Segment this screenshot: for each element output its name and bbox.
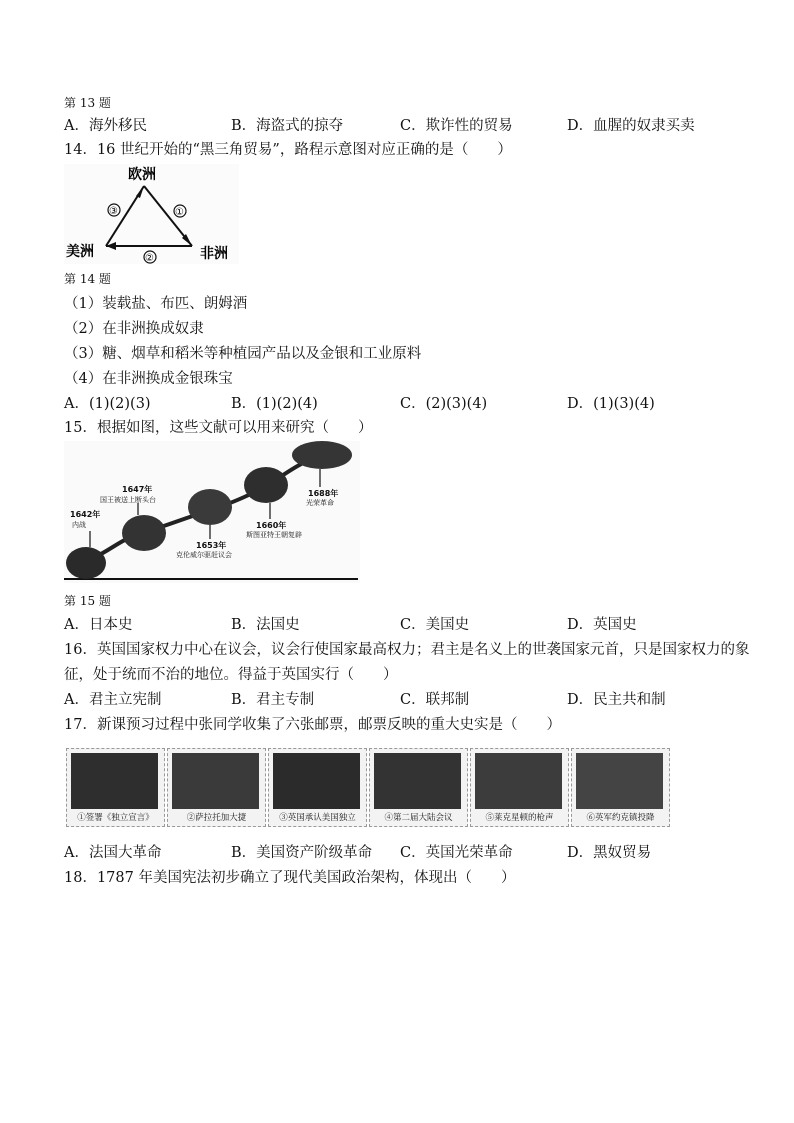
node-africa: 非洲 bbox=[200, 246, 228, 262]
edge-label-1: ① bbox=[175, 207, 184, 218]
stamps-figure bbox=[66, 748, 670, 828]
q17-option-b: B．美国资产阶级革命 bbox=[231, 845, 373, 861]
event-1647-text: 国王被送上断头台 bbox=[100, 496, 156, 504]
stamp-5 bbox=[470, 748, 569, 827]
q13-option-c: C．欺诈性的贸易 bbox=[400, 118, 513, 134]
q13-option-b: B．海盗式的掠夺 bbox=[231, 118, 344, 134]
event-1642-text: 内战 bbox=[72, 521, 86, 529]
stamp-3-label: ③英国承认美国独立 bbox=[279, 813, 356, 823]
q16-option-a: A．君主立宪制 bbox=[64, 692, 162, 708]
q17-stem: 17．新课预习过程中张同学收集了六张邮票，邮票反映的重大史实是（ ） bbox=[64, 717, 561, 733]
edge-label-2: ② bbox=[145, 253, 154, 264]
q13-option-d: D．血腥的奴隶买卖 bbox=[567, 118, 695, 134]
event-1688-text: 光荣革命 bbox=[306, 499, 334, 507]
q17-option-c: C．英国光荣革命 bbox=[400, 845, 513, 861]
q15-stem: 15．根据如图，这些文献可以用来研究（ ） bbox=[64, 420, 373, 436]
event-1653-year: 1653年 bbox=[196, 541, 227, 550]
stamp-1-image bbox=[71, 753, 158, 809]
stamp-1 bbox=[66, 748, 165, 827]
stamp-6 bbox=[571, 748, 670, 827]
q15-option-d: D．英国史 bbox=[567, 617, 637, 633]
q15-option-b: B．法国史 bbox=[231, 617, 300, 633]
q16-stem-line2: 征，处于统而不治的地位。得益于英国实行（ ） bbox=[64, 667, 398, 683]
stamp-4-label: ④第二届大陆会议 bbox=[384, 813, 453, 823]
q16-option-c: C．联邦制 bbox=[400, 692, 470, 708]
stamp-2 bbox=[167, 748, 266, 827]
stamp-1-label: ①签署《独立宣言》 bbox=[77, 813, 154, 823]
q14-option-a: A．(1)(2)(3) bbox=[64, 396, 151, 412]
event-1642-year: 1642年 bbox=[70, 510, 101, 519]
node-americas: 美洲 bbox=[66, 244, 94, 260]
q14-stem: 14．16 世纪开始的“黑三角贸易”，路程示意图对应正确的是（ ） bbox=[64, 142, 512, 158]
triangle-trade-diagram bbox=[64, 164, 239, 264]
stamp-6-image bbox=[576, 753, 663, 809]
node-europe: 欧洲 bbox=[128, 167, 156, 183]
english-revolution-timeline bbox=[64, 441, 360, 583]
q13-option-a: A．海外移民 bbox=[64, 118, 147, 134]
q14-item-3: （3）糖、烟草和稻米等种植园产品以及金银和工业原料 bbox=[64, 346, 422, 362]
event-1653-text: 克伦威尔驱赶议会 bbox=[176, 551, 232, 559]
stamp-6-label: ⑥英军约克镇投降 bbox=[586, 813, 655, 823]
event-1647-year: 1647年 bbox=[122, 485, 153, 494]
q14-option-c: C．(2)(3)(4) bbox=[400, 396, 488, 412]
event-1688-year: 1688年 bbox=[308, 489, 339, 498]
q17-option-d: D．黑奴贸易 bbox=[567, 845, 652, 861]
stamp-3 bbox=[268, 748, 367, 827]
q14-option-b: B．(1)(2)(4) bbox=[231, 396, 318, 412]
q13-caption: 第 13 题 bbox=[64, 96, 111, 110]
q17-option-a: A．法国大革命 bbox=[64, 845, 162, 861]
q18-stem: 18．1787 年美国宪法初步确立了现代美国政治架构，体现出（ ） bbox=[64, 870, 516, 886]
stamp-5-image bbox=[475, 753, 562, 809]
q16-option-b: B．君主专制 bbox=[231, 692, 315, 708]
q15-option-c: C．美国史 bbox=[400, 617, 470, 633]
stamp-4 bbox=[369, 748, 468, 827]
stamp-3-image bbox=[273, 753, 360, 809]
q14-item-1: （1）装载盐、布匹、朗姆酒 bbox=[64, 296, 248, 312]
event-1660-year: 1660年 bbox=[256, 521, 287, 530]
q14-item-2: （2）在非洲换成奴隶 bbox=[64, 321, 204, 337]
q14-item-4: （4）在非洲换成金银珠宝 bbox=[64, 371, 233, 387]
q14-caption: 第 14 题 bbox=[64, 272, 111, 286]
stamp-4-image bbox=[374, 753, 461, 809]
stamp-2-image bbox=[172, 753, 259, 809]
q16-stem-line1: 16．英国国家权力中心在议会，议会行使国家最高权力；君主是名义上的世袭国家元首，只是国家权力的象 bbox=[64, 642, 750, 658]
q15-option-a: A．日本史 bbox=[64, 617, 133, 633]
q14-option-d: D．(1)(3)(4) bbox=[567, 396, 655, 412]
stamp-5-label: ⑤莱克星顿的枪声 bbox=[485, 813, 554, 823]
q16-option-d: D．民主共和制 bbox=[567, 692, 666, 708]
event-1660-text: 斯图亚特王朝复辟 bbox=[246, 531, 302, 539]
edge-label-3: ③ bbox=[109, 206, 118, 217]
stamp-2-label: ②萨拉托加大捷 bbox=[186, 813, 247, 823]
q15-caption: 第 15 题 bbox=[64, 594, 111, 608]
